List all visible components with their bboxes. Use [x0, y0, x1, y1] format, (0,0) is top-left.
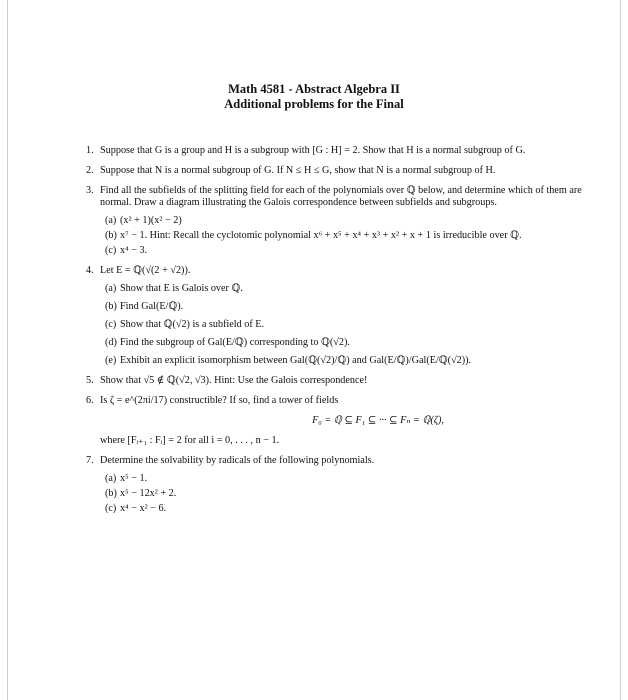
problem-number: 4.	[86, 265, 94, 276]
subpart-text: Exhibit an explicit isomorphism between Gal(ℚ(√2)/ℚ) and Gal(E/ℚ)/Gal(E/ℚ(√2)).	[120, 355, 472, 366]
tower-of-fields-equation: F₀ = ℚ ⊆ F₁ ⊆ ··· ⊆ Fₙ = ℚ(ζ),	[312, 415, 444, 426]
subpart-label: (b)	[105, 488, 117, 499]
title-line-subtitle: Additional problems for the Final	[224, 97, 404, 111]
subpart-text: Find the subgroup of Gal(E/ℚ) corresponding to ℚ(√2).	[120, 337, 350, 348]
subpart-label: (d)	[105, 337, 117, 348]
subpart-label: (a)	[105, 283, 117, 294]
subpart-4c	[100, 319, 586, 331]
subpart-7c	[100, 503, 586, 515]
problem-text: Determine the solvability by radicals of the following polynomials.	[100, 455, 375, 466]
problem-1	[86, 145, 586, 157]
subpart-4e	[100, 355, 586, 367]
problem-text: Is ζ = e^(2πi/17) constructible? If so, find a tower of fields	[100, 395, 339, 406]
problem-number: 6.	[86, 395, 94, 406]
subpart-text: (x² + 1)(x² − 2)	[120, 215, 182, 226]
subpart-label: (e)	[105, 355, 117, 366]
problem-6	[86, 395, 586, 447]
problem-text: Let E = ℚ(√(2 + √2)).	[100, 265, 191, 276]
problem-number: 1.	[86, 145, 94, 156]
subpart-label: (c)	[105, 319, 117, 330]
problem-3	[86, 185, 586, 257]
subpart-label: (c)	[105, 503, 117, 514]
subpart-text: Show that E is Galois over ℚ.	[120, 283, 243, 294]
subpart-4d	[100, 337, 586, 349]
problem-2	[86, 165, 586, 177]
problem-followup-text: where [Fᵢ₊₁ : Fᵢ] = 2 for all i = 0, . . . , n − 1.	[100, 435, 280, 446]
problem-number: 3.	[86, 185, 94, 196]
subpart-text: x⁵ − 1.	[120, 473, 148, 484]
subpart-3b	[100, 230, 586, 242]
subpart-label: (c)	[105, 245, 117, 256]
subpart-text: Show that ℚ(√2) is a subfield of E.	[120, 319, 265, 330]
problem-5	[86, 375, 586, 387]
document-title	[0, 82, 628, 112]
subpart-4b	[100, 301, 586, 313]
subpart-text: Find Gal(E/ℚ).	[120, 301, 184, 312]
problem-number: 5.	[86, 375, 94, 386]
subpart-text: x⁵ − 12x² + 2.	[120, 488, 177, 499]
problem-4	[86, 265, 586, 367]
subpart-label: (b)	[105, 301, 117, 312]
subpart-4a	[100, 283, 586, 295]
subpart-3c	[100, 245, 586, 257]
subpart-text: x⁷ − 1. Hint: Recall the cyclotomic polynomial x⁶ + x⁵ + x⁴ + x³ + x² + x + 1 is irreducible over ℚ.	[120, 230, 522, 241]
title-line-course: Math 4581 - Abstract Algebra II	[228, 82, 400, 96]
problem-number: 2.	[86, 165, 94, 176]
subpart-label: (a)	[105, 215, 117, 226]
subpart-7a	[100, 473, 586, 485]
problem-text: Show that √5 ∉ ℚ(√2, √3). Hint: Use the Galois correspondence!	[100, 375, 368, 386]
problem-list	[86, 145, 586, 523]
subpart-7b	[100, 488, 586, 500]
problem-text: Find all the subfields of the splitting field for each of the polynomials over ℚ below, and determine which of them are normal. Draw a diagram illustrating the Galois correspondence between subfields and subgroups.	[100, 185, 582, 208]
subpart-text: x⁴ − x² − 6.	[120, 503, 167, 514]
subpart-3a	[100, 215, 586, 227]
problem-number: 7.	[86, 455, 94, 466]
subpart-label: (a)	[105, 473, 117, 484]
problem-text: Suppose that N is a normal subgroup of G. If N ≤ H ≤ G, show that N is a normal subgroup of H.	[100, 165, 496, 176]
subpart-label: (b)	[105, 230, 117, 241]
subpart-text: x⁴ − 3.	[120, 245, 148, 256]
problem-7	[86, 455, 586, 515]
problem-text: Suppose that G is a group and H is a subgroup with [G : H] = 2. Show that H is a normal subgroup of G.	[100, 145, 526, 156]
